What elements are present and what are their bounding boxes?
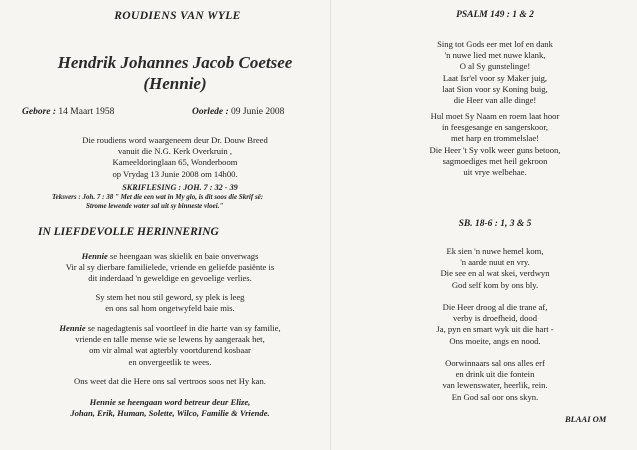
psalm-line: Sing tot Gods eer met lof en dank (437, 39, 553, 49)
hymn-line: 'n aarde nuut en vry. (460, 257, 530, 268)
memorial-text: se heengaan was skielik en baie onverwags (107, 251, 259, 261)
memorial-text: dit inderdaad 'n geweldige en gevoelige verlies. (88, 273, 252, 284)
hymn-line: Ja, pyn en smart wyk uit die hart - (436, 324, 554, 335)
memorial-paragraph-1 (30, 251, 310, 285)
deceased-full-name: Hendrik Johannes Jacob Coetsee (57, 53, 293, 72)
psalm-stanza-1 (385, 39, 605, 106)
memorial-name: Hennie (59, 323, 86, 333)
psalm-line: sagmoediges met heil gekroon (442, 155, 548, 166)
born-label: Gebore : (22, 107, 57, 117)
text-verse-label: Teksvers : (52, 193, 81, 201)
scripture-heading: SKRIFLESING : JOH. 7 : 32 - 39 (122, 183, 238, 192)
memorial-paragraph-2 (30, 292, 310, 314)
psalm-line: Laat Isr'el voor sy Maker juig, (442, 72, 548, 83)
died-label: Oorlede : (192, 107, 229, 117)
memorial-name: Hennie (81, 251, 108, 261)
memorial-text: om vir almal wat agterbly voortdurend kosbaar (89, 345, 251, 356)
psalm-line: Die Heer 't Sy volk weer guns betoon, (429, 144, 561, 155)
hymn-heading: SB. 18-6 : 1, 3 & 5 (458, 219, 532, 229)
hymn-line: verby is droefheid, dood (452, 313, 537, 324)
birth-date-row (22, 107, 114, 117)
psalm-line: 'n nuwe lied met nuwe klank, (444, 50, 546, 61)
memorial-text: se nagedagtenis sal voortleef in die harte van sy familie, (85, 323, 281, 333)
psalm-line: in feesgesange en sangerskoor, (441, 122, 549, 133)
memorial-text: en ons sal hom ongetwyfeld baie mis. (105, 303, 235, 314)
hymn-line: Ek sien 'n nuwe hemel kom, (446, 246, 544, 256)
deceased-name (30, 52, 320, 94)
deceased-nickname: (Hennie) (143, 74, 207, 93)
service-details (70, 135, 280, 180)
memorial-text: en onvergeetlik te wees. (128, 356, 212, 367)
hymn-line: Oorwinnaars sal ons alles erf (445, 358, 545, 368)
text-verse-line: Joh. 7 : 38 " Met die een wat in My glo, is dit soos die Skrif sê: (82, 193, 264, 201)
psalm-stanza-2 (385, 111, 605, 178)
service-line: Die roudiens word waargeneem deur Dr. Douw Breed (82, 135, 268, 145)
memorial-paragraph-3 (30, 323, 310, 368)
psalm-line: Hul moet Sy Naam en roem laat hoor (430, 111, 560, 121)
hymn-line: en drink uit die fontein (455, 369, 535, 380)
born-date: 14 Maart 1958 (58, 107, 115, 117)
psalm-line: met harp en trommelslae! (450, 133, 540, 144)
death-date-row (192, 107, 284, 117)
psalm-line: uit vrye welbehae. (463, 167, 527, 178)
service-line: vanuit die N.G. Kerk Overkruin , (117, 146, 233, 157)
service-line: Kameeldoringlaan 65, Wonderboom (112, 157, 238, 168)
psalm-line: die Heer van alle dinge! (453, 95, 537, 106)
service-line: op Vrydag 13 Junie 2008 om 14h00. (112, 168, 238, 179)
text-verse-line: Strome lewende water sal uit sy binneste vloei." (86, 201, 224, 210)
memorial-text: vriende en talle mense wie se lewens hy aangeraak het, (75, 334, 265, 345)
memorial-paragraph-4: Ons weet dat die Here ons sal vertroos soos net Hy kan. (74, 376, 266, 386)
psalm-heading: PSALM 149 : 1 & 2 (456, 10, 534, 20)
memorial-text: Vir al sy dierbare familielede, vriende en geliefde pasiënte is (65, 262, 275, 273)
died-date: 09 Junie 2008 (231, 107, 285, 117)
hymn-line: Die see en al wat skei, verdwyn (440, 268, 550, 279)
hymn-stanza-3 (385, 358, 605, 403)
mourners-list (30, 397, 310, 419)
service-header: ROUDIENS VAN WYLE (114, 10, 241, 22)
page-fold-line (330, 0, 331, 450)
hymn-stanza-2 (385, 302, 605, 347)
psalm-line: laat Sion voor sy Koning buig, (442, 83, 548, 94)
hymn-line: Die Heer droog al die trane af, (442, 302, 548, 312)
hymn-line: En God sal oor ons skyn. (451, 391, 539, 402)
psalm-line: O al Sy gunstelinge! (459, 61, 531, 72)
hymn-line: van lewenswater, heerlik, rein. (442, 380, 548, 391)
memory-heading: IN LIEFDEVOLLE HERINNERING (38, 226, 219, 238)
turn-over-label: BLAAI OM (565, 414, 607, 424)
memorial-text: Sy stem het nou stil geword, sy plek is leeg (95, 292, 245, 302)
text-verse (52, 193, 322, 210)
hymn-line: God self kom by ons bly. (451, 279, 539, 290)
mourners-line: Johan, Erik, Human, Solette, Wilco, Familie & Vriende. (70, 408, 270, 419)
hymn-line: Ons moeite, angs en nood. (449, 335, 541, 346)
mourners-line: Hennie se heengaan word betreur deur Elize, (89, 397, 251, 407)
hymn-stanza-1 (385, 246, 605, 291)
